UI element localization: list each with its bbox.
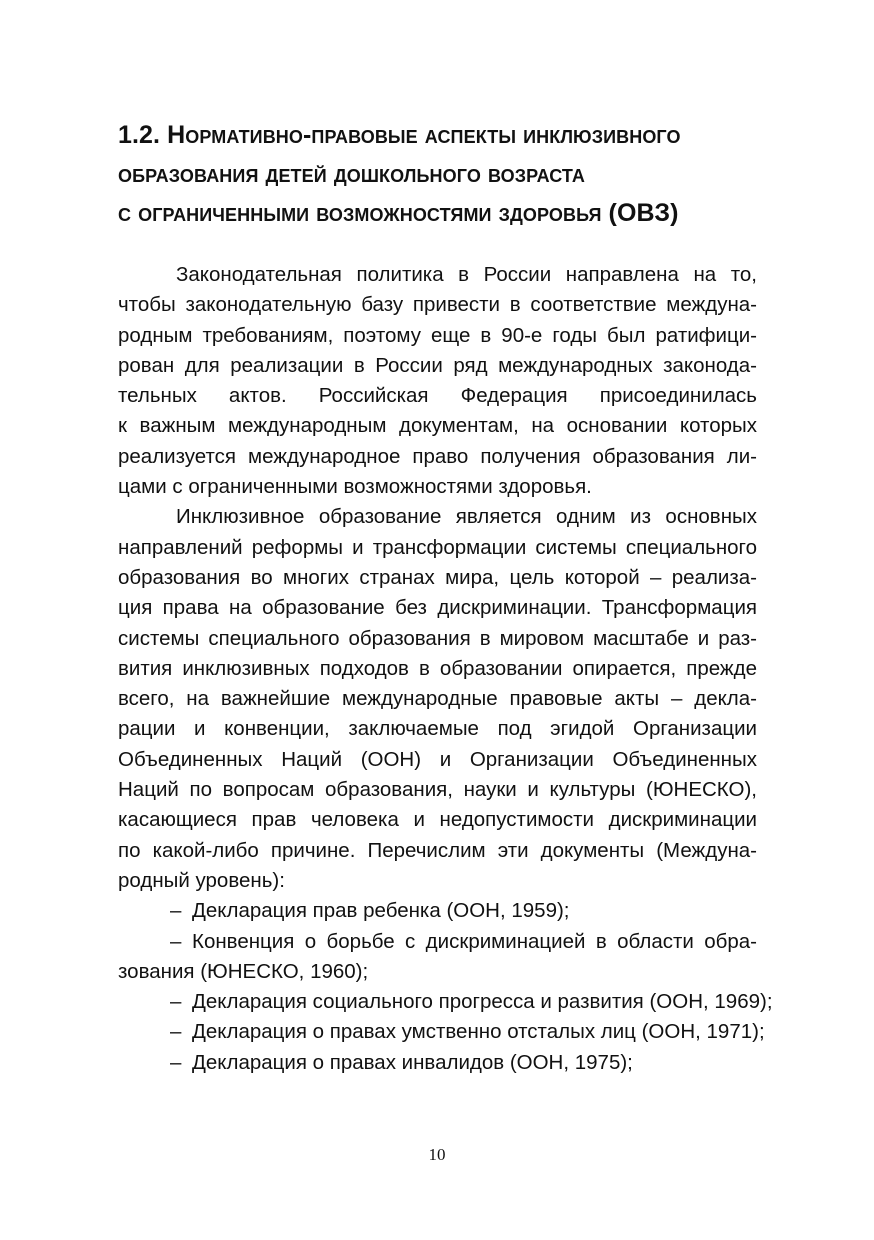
text-line: по какой-либо причине. Перечислим эти документы (Междуна- bbox=[118, 838, 757, 862]
text-line: Объединенных Наций (ООН) и Организации Объединенных bbox=[118, 747, 757, 771]
text-line: касающиеся прав человека и недопустимости дискриминации bbox=[118, 808, 757, 832]
paragraph-1 bbox=[118, 260, 757, 502]
text-line: системы специального образования в мировом масштабе и раз- bbox=[118, 626, 757, 650]
list-dash: – bbox=[170, 929, 182, 953]
text-line: ция права на образование без дискриминации. Трансформация bbox=[118, 596, 757, 620]
text-line: родный уровень): bbox=[118, 868, 285, 892]
list-dash: – bbox=[170, 990, 182, 1014]
text-line: тельных актов. Российская Федерация присоединилась bbox=[118, 384, 757, 408]
list-dash: – bbox=[170, 1050, 182, 1074]
list-item-text: Декларация о правах умственно отсталых лиц (ООН, 1971); bbox=[192, 1020, 765, 1044]
paragraph-2 bbox=[118, 502, 757, 896]
list-item-text: Конвенция о борьбе с дискриминацией в области обра- bbox=[192, 929, 757, 953]
text-line: реализуется международное право получения образования ли- bbox=[118, 444, 757, 468]
list-item bbox=[118, 896, 757, 926]
list-item-text: Декларация социального прогресса и развития (ООН, 1969); bbox=[192, 990, 773, 1014]
document-list bbox=[118, 896, 773, 1078]
text-line: рации и конвенции, заключаемые под эгидой Организации bbox=[118, 717, 757, 741]
heading-line: с ограниченными возможностями здоровья (ОВЗ) bbox=[118, 199, 679, 227]
list-dash: – bbox=[170, 1020, 182, 1044]
list-item bbox=[118, 927, 757, 957]
list-item bbox=[118, 987, 773, 1017]
heading-line: образования детей дошкольного возраста bbox=[118, 160, 585, 188]
list-item-text: Декларация о правах инвалидов (ООН, 1975); bbox=[192, 1050, 633, 1074]
text-line: Инклюзивное образование является одним из основных bbox=[176, 505, 757, 529]
list-item-text: Декларация прав ребенка (ООН, 1959); bbox=[192, 899, 570, 923]
text-line: чтобы законодательную базу привести в соответствие междуна- bbox=[118, 293, 757, 317]
text-line: рован для реализации в России ряд международных законода- bbox=[118, 353, 757, 377]
text-line: цами с ограниченными возможностями здоровья. bbox=[118, 475, 592, 499]
heading-line: 1.2. Нормативно-правовые аспекты инклюзивного bbox=[118, 121, 681, 149]
text-line: к важным международным документам, на основании которых bbox=[118, 414, 757, 438]
text-line: вития инклюзивных подходов в образовании опирается, прежде bbox=[118, 656, 757, 680]
text-line: образования во многих странах мира, цель которой – реализа- bbox=[118, 565, 757, 589]
text-line: родным требованиям, поэтому еще в 90-е годы был ратифици- bbox=[118, 323, 757, 347]
text-line: Законодательная политика в России направлена на то, bbox=[176, 263, 757, 286]
text-line: направлений реформы и трансформации системы специального bbox=[118, 535, 757, 559]
list-item-continuation: зования (ЮНЕСКО, 1960); bbox=[118, 959, 369, 983]
list-item bbox=[118, 1017, 765, 1047]
text-line: Наций по вопросам образования, науки и культуры (ЮНЕСКО), bbox=[118, 778, 757, 802]
section-heading bbox=[118, 116, 758, 233]
text-line: всего, на важнейшие международные правовые акты – декла- bbox=[118, 687, 757, 711]
body-text bbox=[118, 260, 773, 1078]
page-number: 10 bbox=[428, 1145, 446, 1164]
list-dash: – bbox=[170, 899, 182, 923]
list-item bbox=[118, 1048, 757, 1078]
